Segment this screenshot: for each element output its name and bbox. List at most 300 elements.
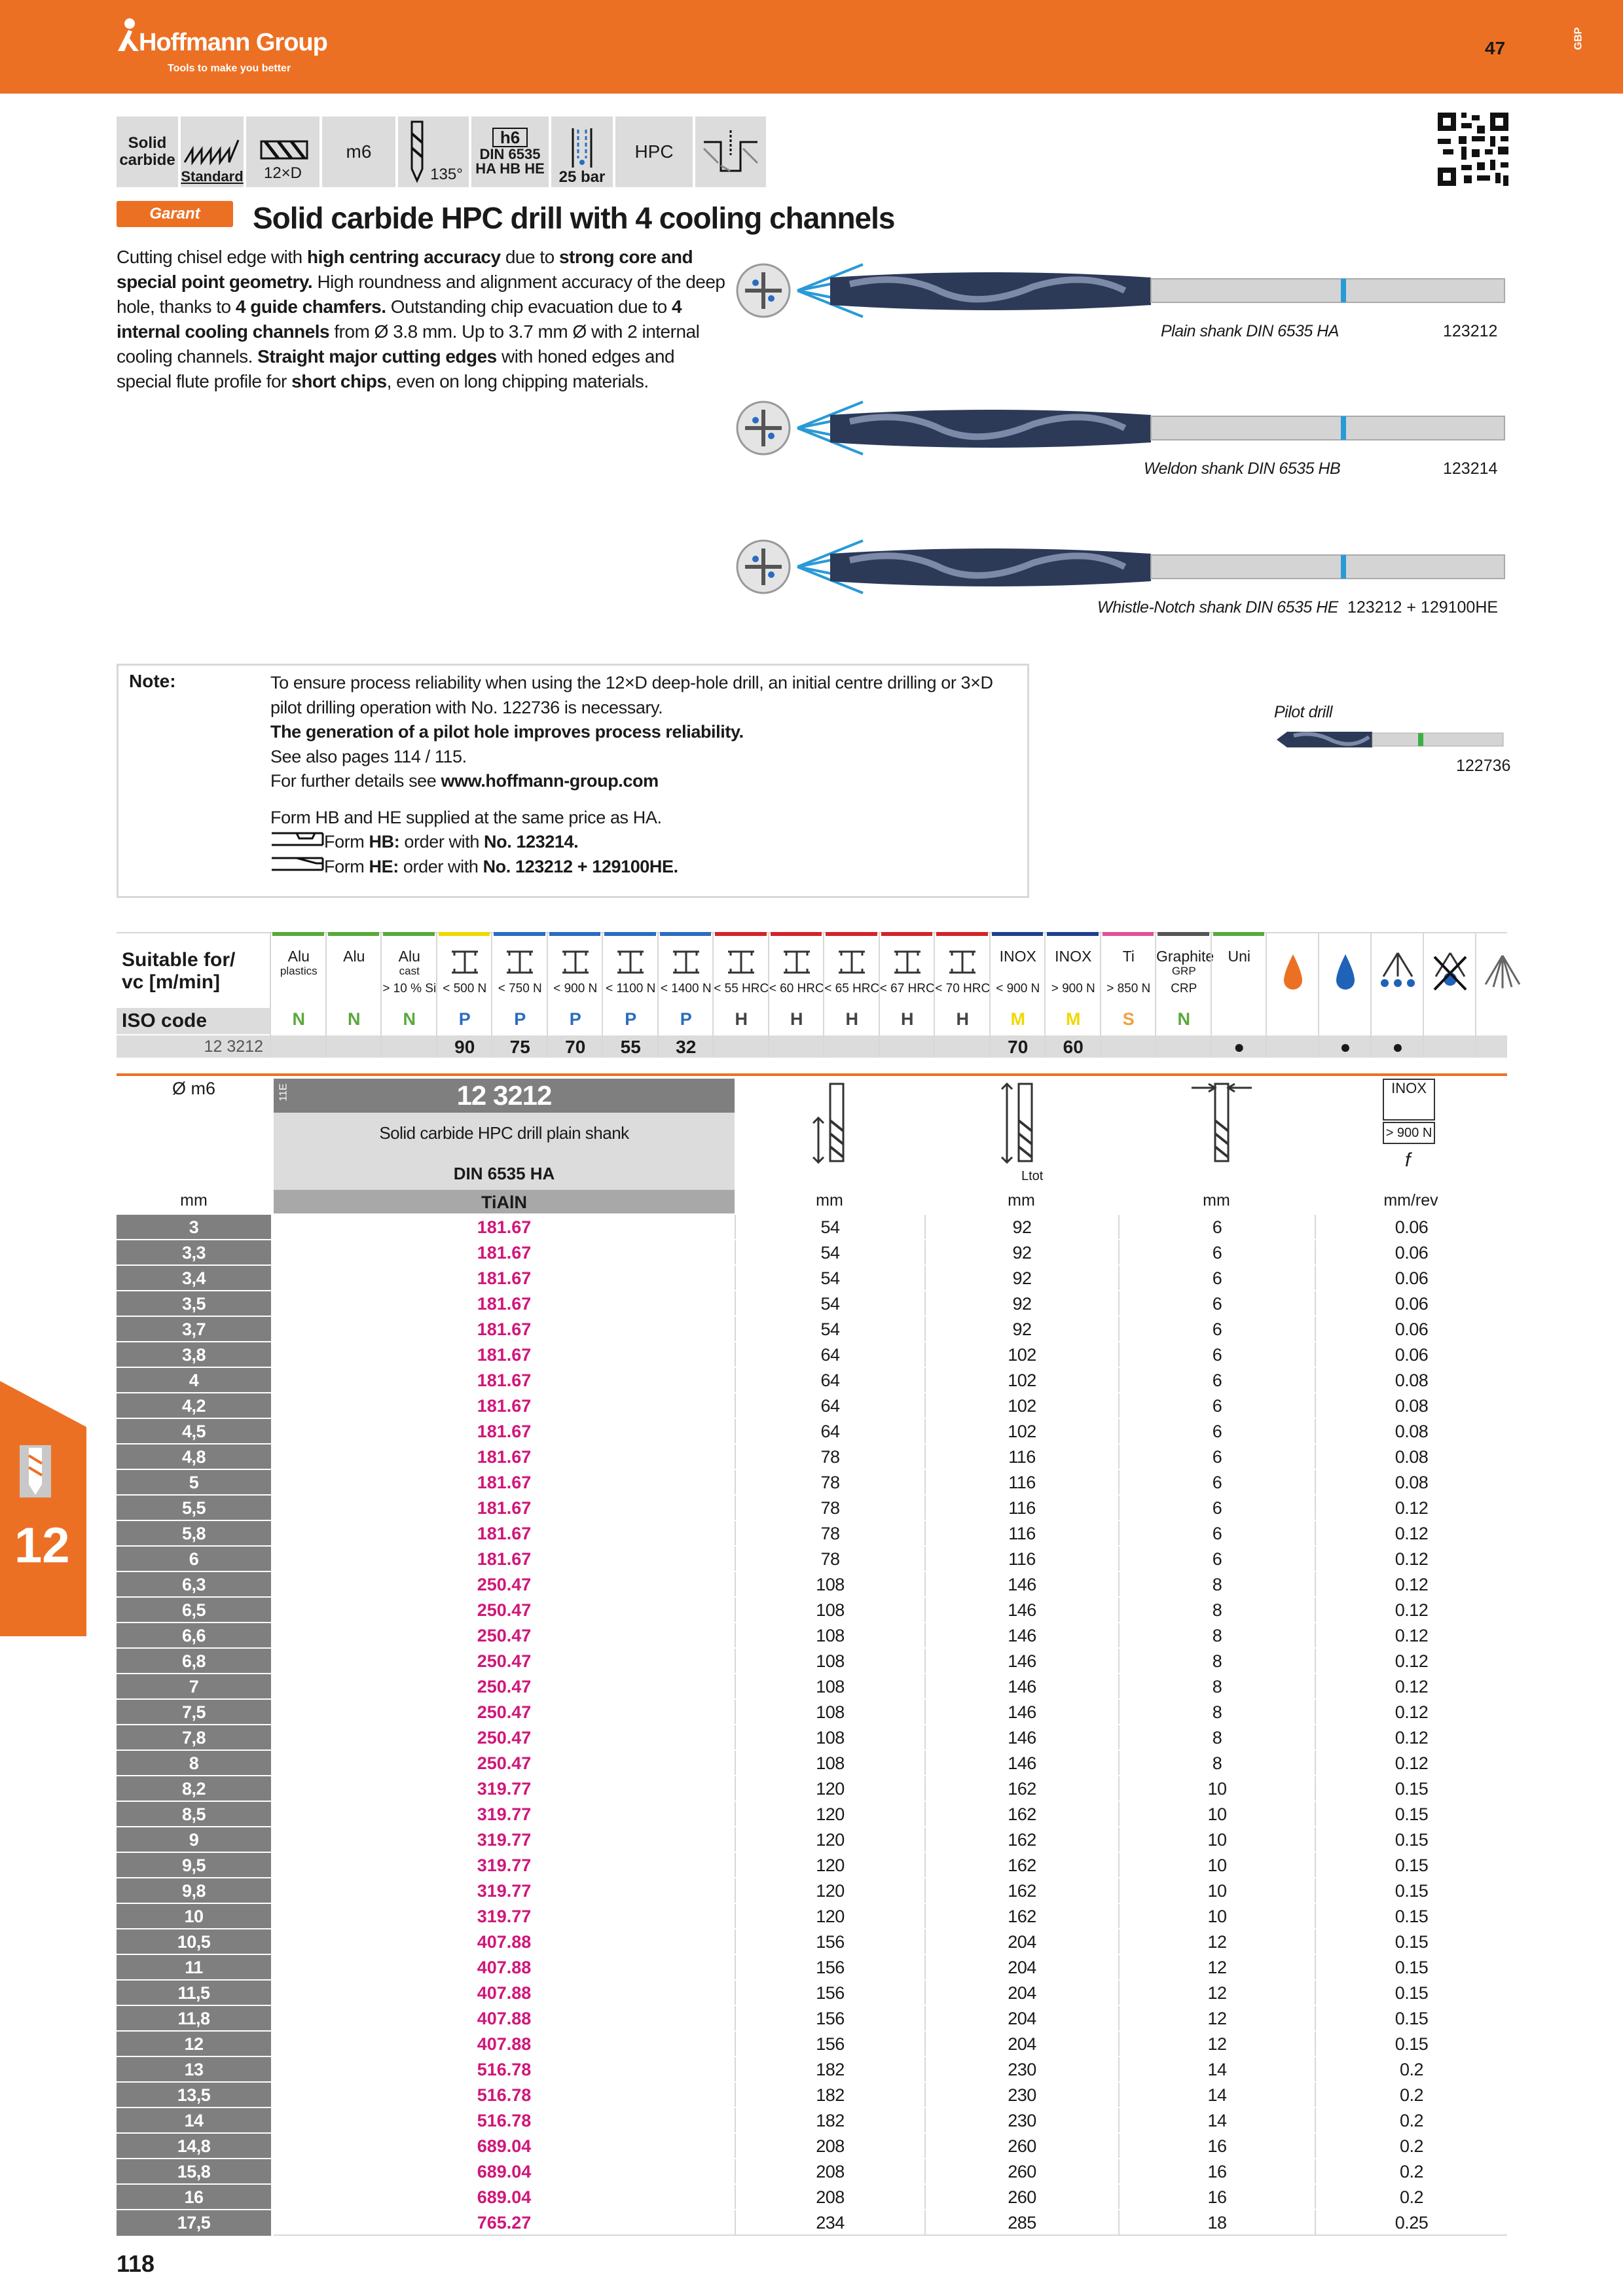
feed-cell: 0.15 (1315, 1827, 1507, 1853)
description-segment: Cutting chisel edge with (117, 247, 308, 267)
material-limit: > 10 % Si (382, 982, 437, 996)
table-row[interactable] (117, 1801, 1507, 1826)
product-code: 12 3212 (456, 1080, 552, 1111)
table-row[interactable] (117, 2056, 1507, 2081)
flute-length-cell: 208 (735, 2134, 924, 2159)
table-row[interactable] (117, 1979, 1507, 2005)
note-box (117, 664, 1029, 898)
garant-badge: Garant (117, 201, 233, 227)
coolant-mark: ● (1340, 1037, 1351, 1057)
total-length-cell: 162 (924, 1802, 1118, 1827)
material-color-bar (549, 932, 601, 936)
total-length-cell: 102 (924, 1393, 1118, 1419)
total-length-cell: 260 (924, 2159, 1118, 2185)
table-row[interactable] (117, 1213, 1507, 1239)
diameter-cell: 13 (117, 2057, 271, 2083)
iso-code: M (1010, 1009, 1025, 1029)
material-column (1100, 932, 1156, 1058)
feed-cell: 0.15 (1315, 1878, 1507, 1904)
table-row[interactable] (117, 1826, 1507, 1852)
diameter-cell: 16 (117, 2185, 271, 2210)
table-row[interactable] (117, 1571, 1507, 1596)
total-length-cell: 116 (924, 1521, 1118, 1547)
chapter-drill-icon (20, 1445, 51, 1498)
note-line2: The generation of a pilot hole improves process reliability. (270, 722, 744, 742)
diameter-cell: 7,5 (117, 1700, 271, 1725)
total-length-cell: 116 (924, 1547, 1118, 1572)
price-cell: 181.67 (274, 1547, 735, 1572)
table-row[interactable] (117, 1392, 1507, 1418)
flute-length-icon (807, 1081, 866, 1166)
material-column (270, 932, 325, 1058)
shank-diameter-cell: 18 (1118, 2210, 1315, 2236)
material-limit: < 55 HRC (714, 982, 769, 996)
feed-cell: 0.12 (1315, 1572, 1507, 1598)
material-column (712, 932, 768, 1058)
price-cell: 407.88 (274, 2006, 735, 2032)
total-length-cell: 162 (924, 1904, 1118, 1929)
total-length-cell: 116 (924, 1496, 1118, 1521)
table-row[interactable] (117, 1698, 1507, 1724)
internal-coolant-icon (569, 127, 595, 169)
table-row[interactable] (117, 1418, 1507, 1443)
price-cell: 319.77 (274, 1776, 735, 1802)
flute-length-cell: 120 (735, 1904, 924, 1929)
steel-ibeam-icon (672, 949, 701, 975)
material-limit: < 750 N (498, 982, 542, 996)
material-color-bar (272, 932, 324, 936)
feed-cell: 0.08 (1315, 1470, 1507, 1496)
material-color-bar (715, 932, 767, 936)
pilot-drill-icon (1274, 726, 1508, 753)
diameter-cell: 5 (117, 1470, 271, 1496)
table-row[interactable] (117, 2107, 1507, 2132)
total-length-cell: 146 (924, 1700, 1118, 1725)
spray-icon (1378, 950, 1417, 996)
feed-cell: 0.15 (1315, 1853, 1507, 1878)
price-cell: 516.78 (274, 2083, 735, 2108)
price-cell: 689.04 (274, 2134, 735, 2159)
total-length-cell: 162 (924, 1853, 1118, 1878)
material-limit: < 70 HRC (935, 982, 991, 996)
shank-diameter-cell: 10 (1118, 1904, 1315, 1929)
table-row[interactable] (117, 1673, 1507, 1698)
flute-length-cell: 54 (735, 1215, 924, 1240)
price-cell: 319.77 (274, 1853, 735, 1878)
depth-label: 12×D (263, 164, 302, 182)
steel-ibeam-icon (450, 949, 479, 975)
website-link[interactable]: www.hoffmann-group.com (441, 771, 659, 791)
price-cell: 181.67 (274, 1291, 735, 1317)
feed-cell: 0.2 (1315, 2134, 1507, 2159)
product-description (117, 245, 725, 394)
table-row[interactable] (117, 1545, 1507, 1571)
coolant-column (1318, 932, 1370, 1058)
table-row[interactable] (117, 1341, 1507, 1367)
table-row[interactable] (117, 1443, 1507, 1469)
material-column (989, 932, 1045, 1058)
description-segment: Outstanding chip evacuation due to (386, 296, 672, 317)
drill-whistle-icon (732, 534, 1511, 606)
shank-diameter-cell: 6 (1118, 1547, 1315, 1572)
ltot-label: Ltot (1021, 1169, 1044, 1183)
blind-hole-cell (695, 117, 766, 187)
flute-length-cell: 208 (735, 2185, 924, 2210)
material-color-bar (1213, 932, 1265, 936)
feed-label: f (1405, 1149, 1411, 1171)
total-length-cell: 92 (924, 1215, 1118, 1240)
feed-cell: 0.06 (1315, 1317, 1507, 1342)
price-cell: 250.47 (274, 1598, 735, 1623)
material-name: Ti (1122, 948, 1135, 965)
total-length-cell: 116 (924, 1470, 1118, 1496)
unit-dia: mm (180, 1191, 208, 1210)
water-drop-icon (1326, 950, 1365, 996)
diameter-cell: 9,8 (117, 1878, 271, 1904)
material-column (879, 932, 934, 1058)
note-line1: To ensure process reliability when using the 12×D deep-hole drill, an initial centre drilling or 3×D pilot drilling operation with No. 122736 is necessary. (270, 673, 993, 717)
diameter-cell: 15,8 (117, 2159, 271, 2185)
feed-cell: 0.12 (1315, 1700, 1507, 1725)
shank-din: DIN 6535 (479, 146, 541, 162)
diameter-cell: 11,8 (117, 2006, 271, 2032)
flute-length-cell: 120 (735, 1827, 924, 1853)
description-segment: short chips (291, 371, 387, 391)
description-segment: , even on long chipping materials. (386, 371, 649, 391)
drill-weldon-artno: 123214 (1443, 459, 1498, 478)
point-angle-icon (404, 120, 430, 183)
table-row[interactable] (117, 1928, 1507, 1954)
cutting-speed: 70 (565, 1037, 586, 1057)
table-row[interactable] (117, 2183, 1507, 2209)
table-row[interactable] (117, 1520, 1507, 1545)
catalog-page-number: 47 (1485, 38, 1506, 58)
he-b: HE: (369, 856, 399, 876)
material-color-bar (1158, 932, 1209, 936)
standard-label: Standard (181, 168, 244, 185)
total-length-cell: 204 (924, 2006, 1118, 2032)
flute-length-cell: 108 (735, 1700, 924, 1725)
description-segment: from Ø 3.8 mm. Up to 3.7 mm Ø with 2 internal cooling channels. (117, 321, 700, 367)
shank-diameter-cell: 8 (1118, 1623, 1315, 1649)
flute-length-cell: 182 (735, 2108, 924, 2134)
table-row[interactable] (117, 1622, 1507, 1647)
flute-length-cell: 234 (735, 2210, 924, 2236)
flute-length-cell: 54 (735, 1317, 924, 1342)
diameter-cell: 11 (117, 1955, 271, 1981)
shank-diameter-cell: 16 (1118, 2159, 1315, 2185)
feed-cell: 0.06 (1315, 1342, 1507, 1368)
flute-length-cell: 182 (735, 2083, 924, 2108)
drill-plain-artno: 123212 (1443, 322, 1498, 340)
table-row[interactable] (117, 1877, 1507, 1903)
price-cell: 181.67 (274, 1215, 735, 1240)
shank-diameter-cell: 8 (1118, 1674, 1315, 1700)
feed-cell: 0.15 (1315, 1802, 1507, 1827)
price-cell: 765.27 (274, 2210, 735, 2236)
shank-diameter-cell: 6 (1118, 1496, 1315, 1521)
feed-cell: 0.12 (1315, 1751, 1507, 1776)
steel-ibeam-icon (782, 949, 811, 975)
pilot-drill-label: Pilot drill (1274, 703, 1332, 721)
shank-diameter-cell: 6 (1118, 1470, 1315, 1496)
price-cell: 181.67 (274, 1342, 735, 1368)
diameter-cell: 3,7 (117, 1317, 271, 1342)
description-segment: due to (500, 247, 559, 267)
flute-length-cell: 182 (735, 2057, 924, 2083)
material-color-bar (660, 932, 712, 936)
diameter-cell: 5,5 (117, 1496, 271, 1521)
total-length-cell: 146 (924, 1623, 1118, 1649)
feed-cell: 0.15 (1315, 2032, 1507, 2057)
feed-cell: 0.08 (1315, 1419, 1507, 1444)
shank-diameter-cell: 12 (1118, 2006, 1315, 2032)
price-cell: 689.04 (274, 2185, 735, 2210)
total-length-cell: 92 (924, 1240, 1118, 1266)
material-columns (270, 932, 1507, 1058)
total-length-cell: 204 (924, 1929, 1118, 1955)
material-name: INOX (1055, 948, 1092, 965)
note-line5: Form HB and HE supplied at the same price as HA. (270, 807, 662, 827)
material-limit: < 1100 N (606, 982, 656, 996)
table-row[interactable] (117, 2209, 1507, 2234)
material-limit: < 1400 N (660, 982, 712, 996)
description-segment: high centring accuracy (307, 247, 501, 267)
material-name: Graphite (1156, 948, 1214, 965)
total-length-cell: 204 (924, 1981, 1118, 2006)
total-length-cell: 92 (924, 1266, 1118, 1291)
shank-diameter-icon (1189, 1081, 1254, 1166)
weldon-shank-icon (270, 831, 324, 848)
price-cell: 250.47 (274, 1572, 735, 1598)
table-row[interactable] (117, 1954, 1507, 1979)
hb-a: Form (324, 832, 369, 852)
price-cell: 250.47 (274, 1623, 735, 1649)
flute-length-cell: 120 (735, 1878, 924, 1904)
feed-cell: 0.08 (1315, 1393, 1507, 1419)
total-length-cell: 146 (924, 1674, 1118, 1700)
pilot-drill-artno: 122736 (1456, 757, 1511, 775)
section-divider (117, 1073, 1507, 1076)
suitable-for-label (122, 949, 235, 994)
material-limit: < 900 N (553, 982, 598, 996)
chapter-tab[interactable] (0, 1381, 86, 1636)
diameter-cell: 4,5 (117, 1419, 271, 1444)
flute-length-cell: 54 (735, 1240, 924, 1266)
drill-plain-icon (732, 258, 1511, 330)
iso-code: P (625, 1009, 637, 1029)
feed-cell: 0.06 (1315, 1215, 1507, 1240)
feed-cell: 0.12 (1315, 1674, 1507, 1700)
product-din: DIN 6535 HA (453, 1164, 555, 1183)
table-row[interactable] (117, 1469, 1507, 1494)
diameter-cell: 6,3 (117, 1572, 271, 1598)
table-row[interactable] (117, 1290, 1507, 1316)
note-hb-line (270, 830, 1017, 855)
table-row[interactable] (117, 1775, 1507, 1801)
unit-total: mm (1008, 1191, 1035, 1210)
he-c: order with (398, 856, 483, 876)
he-a: Form (324, 856, 369, 876)
total-length-cell: 162 (924, 1776, 1118, 1802)
drill-image-weldon (732, 395, 1511, 487)
brand-tagline: Tools to make you better (168, 63, 291, 74)
shank-diameter-cell: 14 (1118, 2108, 1315, 2134)
material-column (657, 932, 713, 1058)
feed-cell: 0.08 (1315, 1444, 1507, 1470)
total-length-icon (995, 1081, 1054, 1166)
feed-cell: 0.06 (1315, 1291, 1507, 1317)
feed-cell: 0.15 (1315, 1955, 1507, 1981)
coolant-column (1370, 932, 1423, 1058)
table-row[interactable] (117, 1596, 1507, 1622)
table-row[interactable] (117, 1494, 1507, 1520)
table-row[interactable] (117, 1852, 1507, 1877)
price-cell: 250.47 (274, 1725, 735, 1751)
suitable-line1: Suitable for/ (122, 949, 236, 971)
drill-image-plain (732, 258, 1511, 350)
material-color-bar (1103, 932, 1154, 936)
iso-code: P (569, 1009, 581, 1029)
material-line1: Solid (128, 134, 167, 152)
table-row[interactable] (117, 1316, 1507, 1341)
diameter-cell: 6,5 (117, 1598, 271, 1623)
price-cell: 407.88 (274, 1955, 735, 1981)
dry-cut-icon (1431, 950, 1470, 996)
iso-code: S (1122, 1009, 1135, 1029)
feed-cell: 0.15 (1315, 1929, 1507, 1955)
shank-diameter-cell: 14 (1118, 2083, 1315, 2108)
hoffmann-logo-icon (115, 17, 141, 54)
table-row[interactable] (117, 1367, 1507, 1392)
total-length-cell: 146 (924, 1751, 1118, 1776)
flute-length-cell: 120 (735, 1802, 924, 1827)
shank-diameter-cell: 6 (1118, 1419, 1315, 1444)
shank-diameter-cell: 6 (1118, 1393, 1315, 1419)
flute-length-cell: 78 (735, 1496, 924, 1521)
suitability-row-label: 12 3212 (204, 1037, 263, 1056)
feed-cell: 0.2 (1315, 2057, 1507, 2083)
material-limit: < 500 N (443, 982, 487, 996)
feed-cell: 0.12 (1315, 1598, 1507, 1623)
table-row[interactable] (117, 1749, 1507, 1775)
total-length-cell: 102 (924, 1419, 1118, 1444)
table-row[interactable] (117, 1239, 1507, 1265)
shank-diameter-cell: 10 (1118, 1776, 1315, 1802)
shank-diameter-cell: 10 (1118, 1878, 1315, 1904)
material-color-bar (936, 932, 988, 936)
cutting-speed: 75 (509, 1037, 530, 1057)
flute-length-cell: 78 (735, 1547, 924, 1572)
total-length-cell: 204 (924, 2032, 1118, 2057)
price-cell: 319.77 (274, 1827, 735, 1853)
price-cell: 181.67 (274, 1266, 735, 1291)
qr-code-icon[interactable] (1438, 113, 1508, 186)
table-row[interactable] (117, 2158, 1507, 2183)
feed-cell: 0.2 (1315, 2159, 1507, 2185)
shank-diameter-cell: 16 (1118, 2134, 1315, 2159)
feed-cell: 0.15 (1315, 2006, 1507, 2032)
table-row[interactable] (117, 2005, 1507, 2030)
product-desc: Solid carbide HPC drill plain shank (379, 1123, 629, 1143)
table-row[interactable] (117, 1903, 1507, 1928)
inox-box (1383, 1079, 1435, 1121)
table-row[interactable] (117, 1724, 1507, 1749)
diameter-cell: 3,3 (117, 1240, 271, 1266)
cutting-speed: 32 (676, 1037, 697, 1057)
material-cell (117, 117, 178, 187)
diameter-cell: 4,8 (117, 1444, 271, 1470)
shank-diameter-cell: 8 (1118, 1649, 1315, 1674)
material-color-bar (604, 932, 656, 936)
table-row[interactable] (117, 2030, 1507, 2056)
material-column (1211, 932, 1266, 1058)
diameter-cell: 10,5 (117, 1929, 271, 1955)
diameter-cell: 10 (117, 1904, 271, 1929)
total-length-cell: 92 (924, 1291, 1118, 1317)
price-cell: 181.67 (274, 1521, 735, 1547)
flute-length-cell: 54 (735, 1266, 924, 1291)
description-segment: High roundness and alignment accuracy of the deep hole, thanks to (117, 272, 725, 317)
material-limit: > 900 N (1051, 982, 1095, 996)
drill-whistle-label: Whistle-Notch shank DIN 6535 HE (1097, 598, 1338, 617)
product-coating: TiAlN (274, 1190, 735, 1215)
shank-diameter-cell: 10 (1118, 1827, 1315, 1853)
price-cell: 407.88 (274, 1981, 735, 2006)
flute-length-cell: 156 (735, 2006, 924, 2032)
table-row[interactable] (117, 2081, 1507, 2107)
diameter-cell: 9 (117, 1827, 271, 1853)
region-code: GBP (1573, 27, 1584, 50)
inox-box-title: INOX (1391, 1080, 1427, 1096)
table-row[interactable] (117, 2132, 1507, 2158)
dia-head-cell (117, 1079, 271, 1196)
table-row[interactable] (117, 1265, 1507, 1290)
material-column (823, 932, 879, 1058)
iso-code: P (458, 1009, 471, 1029)
angle-cell (398, 117, 469, 187)
shank-diameter-cell: 8 (1118, 1751, 1315, 1776)
diameter-cell: 3 (117, 1215, 271, 1240)
material-column (602, 932, 657, 1058)
iso-code: H (845, 1009, 858, 1029)
coolant-column (1266, 932, 1318, 1058)
feed-cell: 0.15 (1315, 1904, 1507, 1929)
diameter-cell: 3,5 (117, 1291, 271, 1317)
total-length-cell: 146 (924, 1649, 1118, 1674)
total-length-cell: 204 (924, 1955, 1118, 1981)
iso-code: H (901, 1009, 914, 1029)
material-column (436, 932, 492, 1058)
price-cell: 407.88 (274, 1929, 735, 1955)
flute-length-cell: 156 (735, 1981, 924, 2006)
material-limit: CRP (1171, 982, 1197, 996)
blind-hole-icon (701, 129, 760, 175)
feed-cell: 0.12 (1315, 1725, 1507, 1751)
table-row[interactable] (117, 1647, 1507, 1673)
shank-forms: HA HB HE (475, 160, 545, 177)
price-cell: 181.67 (274, 1496, 735, 1521)
material-limit: < 900 N (996, 982, 1040, 996)
diameter-cell: 6,6 (117, 1623, 271, 1649)
feed-cell: 0.06 (1315, 1240, 1507, 1266)
material-column (1155, 932, 1214, 1058)
cutting-speed: 90 (454, 1037, 475, 1057)
depth-cell (246, 117, 319, 187)
flute-length-cell: 156 (735, 2032, 924, 2057)
total-length-cell: 260 (924, 2134, 1118, 2159)
note-line3: See also pages 114 / 115. (270, 746, 467, 766)
